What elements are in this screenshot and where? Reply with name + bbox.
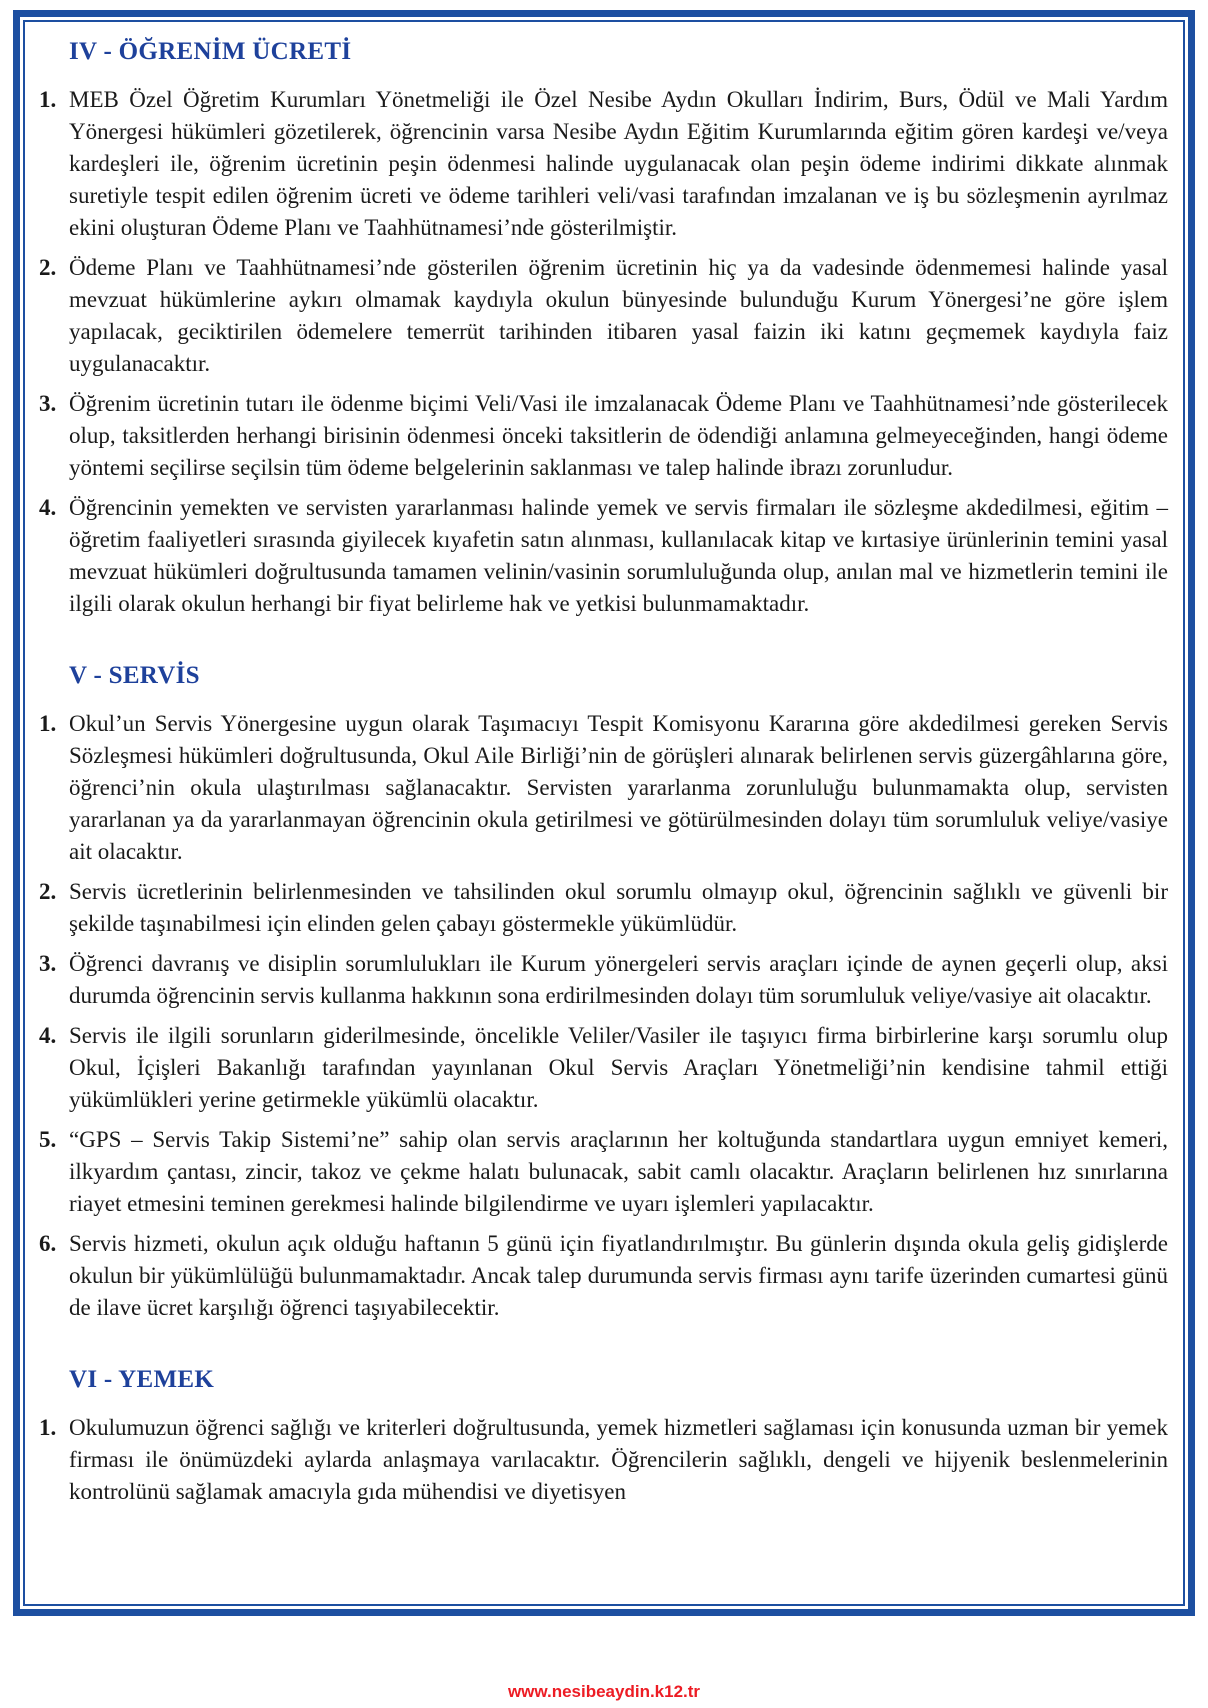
list-item [39, 1020, 1168, 1116]
item-text: “GPS – Servis Takip Sistemi’ne” sahip olan servis araçlarının her koltuğunda standartlara uygun emniyet kemeri, ilkyardım çantası, zincir, takoz ve çekme halatı bulunacak, sabit camlı olacaktır. Araçların belirlenen hız sınırlarına riayet etmesini teminen gerekmesi halinde bilgilendirme ve uyarı işlemleri yapılacaktır. [69, 1127, 1168, 1216]
item-number: 2. [39, 879, 57, 904]
item-text: Servis ücretlerinin belirlenmesinden ve tahsilinden okul sorumlu olmayıp okul, öğrencinin sağlıklı ve güvenli bir şekilde taşınabilmesi için elinden gelen çabayı göstermekle yükümlüdür. [69, 879, 1168, 936]
item-text: Okulumuzun öğrenci sağlığı ve kriterleri doğrultusunda, yemek hizmetleri sağlaması için konusunda uzman bir yemek firması ile önümüzdeki aylarda anlaşmaya varılacaktır. Öğrencilerin sağlıklı, dengeli ve hijyenik beslenmelerinin kontrolünü sağlamak amacıyla gıda mühendisi ve diyetisyen [69, 1415, 1168, 1504]
list-item [39, 1228, 1168, 1324]
list-item [39, 252, 1168, 380]
item-number: 1. [39, 1415, 57, 1440]
section-title: V - SERVİS [69, 662, 200, 689]
item-number: 1. [39, 87, 57, 112]
item-text: Ödeme Planı ve Taahhütnamesi’nde gösterilen öğrenim ücretinin hiç ya da vadesinde ödenmemesi halinde yasal mevzuat hükümlerine aykırı olmamak kaydıyla okulun bünyesinde bulunduğu Kurum Yönergesi’ne göre işlem yapılacak, geciktirilen ödemelere temerrüt tarihinden itibaren yasal faizin iki katını geçmemek kaydıyla faiz uygulanacaktır. [69, 255, 1168, 376]
item-number: 3. [39, 391, 57, 416]
section-yemek [39, 1366, 1168, 1508]
item-text: Öğrenci davranış ve disiplin sorumlulukları ile Kurum yönergeleri servis araçları içinde de aynen geçerli olup, aksi durumda öğrencinin servis kullanma hakkının sona erdirilmesinden dolayı tüm sorumluluk veliye/vasiye ait olacaktır. [69, 951, 1168, 1008]
section-title: IV - ÖĞRENİM ÜCRETİ [69, 38, 352, 65]
list-item [39, 1124, 1168, 1220]
footer-url: www.nesibeaydin.k12.tr [507, 1682, 701, 1701]
item-number: 6. [39, 1231, 57, 1256]
item-text: Servis ile ilgili sorunların giderilmesinde, öncelikle Veliler/Vasiler ile taşıyıcı firma birbirlerine karşı sorumlu olup Okul, İçişleri Bakanlığı tarafından yayınlanan Okul Servis Araçları Yönetmeliği’nin kendisine tahmil ettiği yükümlükleri yerine getirmekle yükümlü olacaktır. [69, 1023, 1168, 1112]
item-number: 5. [39, 1127, 57, 1152]
list-item [39, 1412, 1168, 1508]
section-title: VI - YEMEK [69, 1366, 215, 1393]
item-text: MEB Özel Öğretim Kurumları Yönetmeliği ile Özel Nesibe Aydın Okulları İndirim, Burs, Ödül ve Mali Yardım Yönergesi hükümleri gözetilerek, öğrencinin varsa Nesibe Aydın Eğitim Kurumlarında eğitim gören kardeşi ve/veya kardeşleri ile, öğrenim ücretinin peşin ödenmesi halinde uygulanacak olan peşin ödeme indirimi dikkate alınmak suretiyle tespit edilen öğrenim ücreti ve ödeme tarihleri veli/vasi tarafından imzalanan ve iş bu sözleşmenin ayrılmaz ekini oluşturan Ödeme Planı ve Taahhütnamesi’nde gösterilmiştir. [69, 87, 1168, 240]
item-number: 4. [39, 495, 57, 520]
list-item [39, 388, 1168, 484]
item-text: Servis hizmeti, okulun açık olduğu haftanın 5 günü için fiyatlandırılmıştır. Bu günlerin dışında okula geliş gidişlerde okulun bir yükümlülüğü bulunmamaktadır. Ancak talep durumunda servis firması aynı tarife üzerinden cumartesi günü de ilave ücret karşılığı öğrenci taşıyabilecektir. [69, 1231, 1168, 1320]
section-ogrenim-ucreti [39, 38, 1168, 620]
item-text: Öğrenim ücretinin tutarı ile ödenme biçimi Veli/Vasi ile imzalanacak Ödeme Planı ve Taahhütnamesi’nde gösterilecek olup, taksitlerden herhangi birisinin ödenmesi önceki taksitlerin de ödendiği anlamına gelmeyeceğinden, hangi ödeme yöntemi seçilirse seçilsin tüm ödeme belgelerinin saklanması ve talep halinde ibrazı zorunludur. [69, 391, 1168, 480]
item-number: 4. [39, 1023, 57, 1048]
list-item [39, 876, 1168, 940]
item-text: Öğrencinin yemekten ve servisten yararlanması halinde yemek ve servis firmaları ile sözleşme akdedilmesi, eğitim – öğretim faaliyetleri sırasında giyilecek kıyafetin satın alınması, kullanılacak kitap ve kırtasiye ürünlerinin temini yasal mevzuat hükümleri doğrultusunda tamamen velinin/vasinin sorumluluğunda olup, anılan mal ve hizmetlerin temini ile ilgili olarak okulun herhangi bir fiyat belirleme hak ve yetkisi bulunmamaktadır. [69, 495, 1168, 616]
item-number: 1. [39, 711, 57, 736]
section-servis [39, 662, 1168, 1324]
list-item [39, 492, 1168, 620]
page-frame [13, 10, 1195, 1616]
item-number: 2. [39, 255, 57, 280]
list-item [39, 948, 1168, 1012]
item-text: Okul’un Servis Yönergesine uygun olarak Taşımacıyı Tespit Komisyonu Kararına göre akdedilmesi gereken Servis Sözleşmesi hükümleri doğrultusunda, Okul Aile Birliği’nin de görüşleri alınarak belirlenen servis güzergâhlarına göre, öğrenci’nin okula ulaştırılması sağlanacaktır. Servisten yararlanma zorunluluğu bulunmamakta olup, servisten yararlanan ya da yararlanmayan öğrencinin okula getirilmesi ve götürülmesinden dolayı tüm sorumluluk veliye/vasiye ait olacaktır. [69, 711, 1168, 864]
item-number: 3. [39, 951, 57, 976]
list-item [39, 84, 1168, 244]
page-frame-inner [23, 20, 1185, 1606]
list-item [39, 708, 1168, 868]
